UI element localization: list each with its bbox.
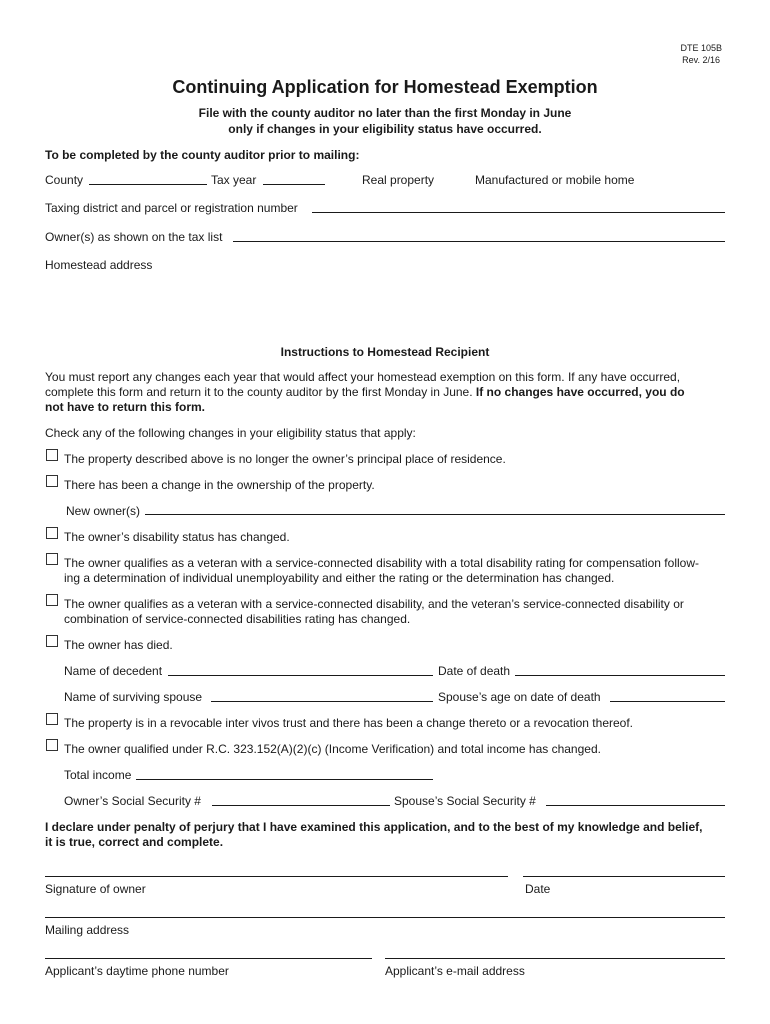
owner-ssn-field[interactable] (212, 805, 390, 806)
spouse-age-label: Spouse’s age on date of death (438, 690, 601, 704)
new-owners-field[interactable] (145, 514, 725, 515)
checkbox-disability-status[interactable] (46, 527, 58, 539)
checkbox-trust[interactable] (46, 713, 58, 725)
email-label: Applicant’s e-mail address (385, 964, 525, 978)
checkbox-veteran-total[interactable] (46, 553, 58, 565)
checkbox-principal-residence[interactable] (46, 449, 58, 461)
declaration-line2: it is true, correct and complete. (45, 835, 224, 849)
email-field[interactable] (385, 958, 725, 959)
veteran-total-line2: ing a determination of individual unemployability and either the rating or the determination has changed. (64, 571, 615, 585)
principal-residence-label: The property described above is no longer the owner’s principal place of residence. (64, 452, 506, 466)
instructions-line2 (45, 385, 685, 399)
form-revision: Rev. 2/16 (682, 55, 720, 65)
taxing-district-field[interactable] (312, 212, 725, 213)
signature-field[interactable] (45, 876, 508, 877)
owner-died-label: The owner has died. (64, 638, 173, 652)
subtitle-line2: only if changes in your eligibility status have occurred. (228, 122, 542, 136)
surviving-spouse-label: Name of surviving spouse (64, 690, 203, 704)
date-label: Date (525, 882, 551, 896)
manufactured-home-label: Manufactured or mobile home (475, 173, 635, 187)
declaration-line1: I declare under penalty of perjury that I have examined this application, and to the best of my knowledge and belief, (45, 820, 703, 834)
auditor-section-heading: To be completed by the county auditor prior to mailing: (45, 148, 360, 162)
ownership-change-label: There has been a change in the ownership of the property. (64, 478, 375, 492)
county-label: County (45, 173, 84, 187)
disability-status-label: The owner’s disability status has changed. (64, 530, 290, 544)
decedent-field[interactable] (168, 675, 433, 676)
income-label: The owner qualified under R.C. 323.152(A)(2)(c) (Income Verification) and total income has changed. (64, 742, 601, 756)
signature-label: Signature of owner (45, 882, 146, 896)
owners-field[interactable] (233, 241, 725, 242)
page-title: Continuing Application for Homestead Exemption (172, 77, 598, 97)
mailing-address-label: Mailing address (45, 923, 130, 937)
trust-label: The property is in a revocable inter vivos trust and there has been a change thereto or a revocation thereof. (64, 716, 633, 730)
instructions-line2-bold: If no changes have occurred, you do (475, 385, 685, 399)
spouse-ssn-label: Spouse’s Social Security # (394, 794, 536, 808)
date-of-death-label: Date of death (438, 664, 511, 678)
total-income-label: Total income (64, 768, 132, 782)
phone-field[interactable] (45, 958, 372, 959)
date-of-death-field[interactable] (515, 675, 725, 676)
check-prompt: Check any of the following changes in your eligibility status that apply: (45, 426, 416, 440)
tax-year-label: Tax year (211, 173, 257, 187)
spouse-age-field[interactable] (610, 701, 725, 702)
surviving-spouse-field[interactable] (211, 701, 433, 702)
spouse-ssn-field[interactable] (546, 805, 725, 806)
taxing-district-label: Taxing district and parcel or registration number (45, 201, 298, 215)
instructions-line3: not have to return this form. (45, 400, 206, 414)
homestead-address-label: Homestead address (45, 258, 153, 272)
decedent-label: Name of decedent (64, 664, 163, 678)
instructions-line1: You must report any changes each year that would affect your homestead exemption on this form. If any have occurred, (45, 370, 681, 384)
date-field[interactable] (523, 876, 725, 877)
county-field[interactable] (89, 184, 207, 185)
form-code: DTE 105B (680, 43, 722, 53)
veteran-rating-line2: combination of service-connected disabilities rating has changed. (64, 612, 411, 626)
checkbox-veteran-rating[interactable] (46, 594, 58, 606)
checkbox-owner-died[interactable] (46, 635, 58, 647)
phone-label: Applicant’s daytime phone number (45, 964, 229, 978)
total-income-field[interactable] (136, 779, 433, 780)
instructions-line2-plain: complete this form and return it to the county auditor by the first Monday in June. (45, 385, 476, 399)
tax-year-field[interactable] (263, 184, 325, 185)
real-property-label: Real property (362, 173, 435, 187)
veteran-total-line1: The owner qualifies as a veteran with a service-connected disability with a total disability rating for compensation follow- (64, 556, 699, 570)
new-owners-label: New owner(s) (66, 504, 141, 518)
checkbox-ownership-change[interactable] (46, 475, 58, 487)
mailing-address-field[interactable] (45, 917, 725, 918)
owner-ssn-label: Owner’s Social Security # (64, 794, 201, 808)
subtitle-line1: File with the county auditor no later than the first Monday in June (198, 106, 572, 120)
checkbox-income[interactable] (46, 739, 58, 751)
instructions-heading: Instructions to Homestead Recipient (280, 345, 490, 359)
owners-label: Owner(s) as shown on the tax list (45, 230, 223, 244)
veteran-rating-line1: The owner qualifies as a veteran with a service-connected disability, and the veteran’s service-connected disability or (64, 597, 684, 611)
